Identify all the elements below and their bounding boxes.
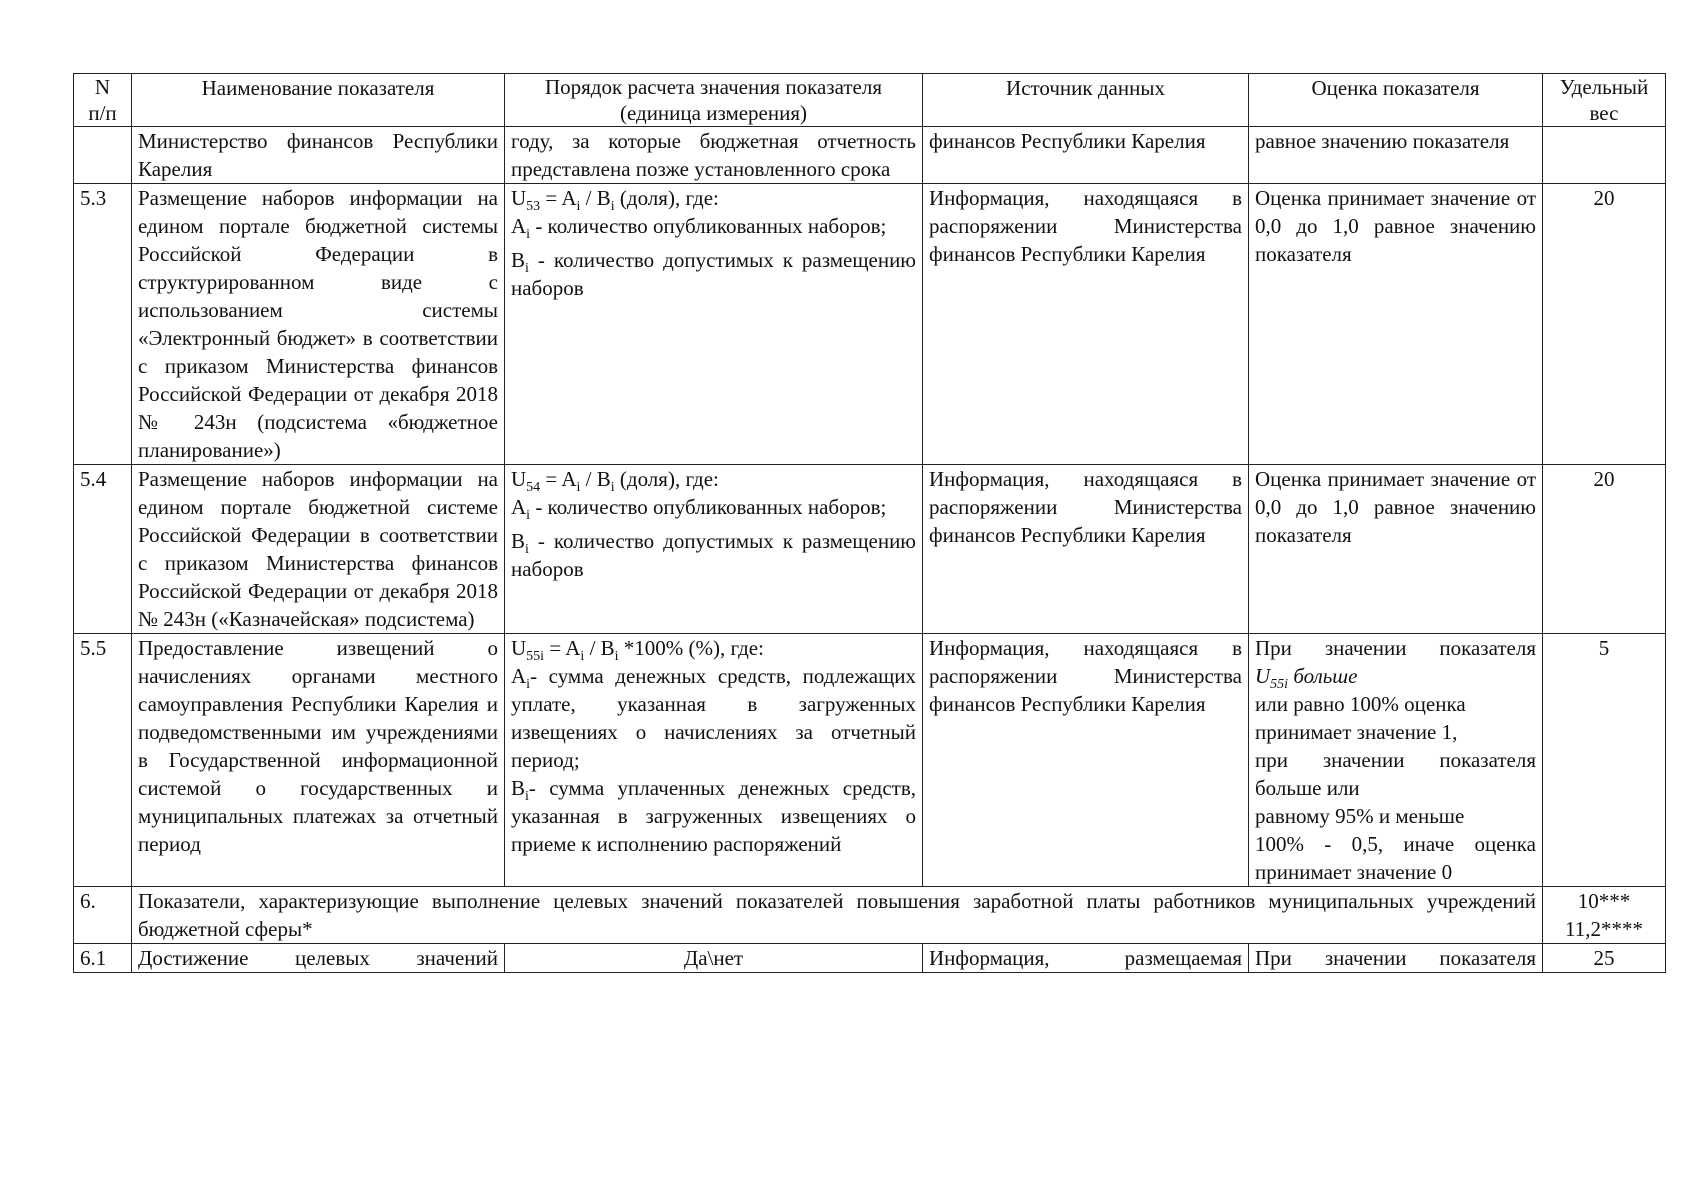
table-row bbox=[74, 944, 1666, 973]
calc-formula: $U_{55i} = A_i / B_i$ *100% (%), где: bbox=[511, 636, 764, 665]
cell-name: Достижение целевых значений bbox=[132, 944, 505, 973]
section-title: Показатели, характеризующие выполнение целевых значений показателей повышения заработной платы работников муниципальных учреждений бюджетной сферы* bbox=[132, 887, 1543, 944]
cell-evaluation: Оценка принимает значение от 0,0 до 1,0 равное значению показателя bbox=[1249, 184, 1543, 465]
evaluation-line: принимает значение 1, bbox=[1255, 720, 1458, 744]
evaluation-line: или равно 100% оценка bbox=[1255, 692, 1466, 716]
cell-weight: 5 bbox=[1543, 634, 1666, 887]
calc-a: $A_i$ - количество опубликованных наборов; bbox=[511, 495, 887, 524]
evaluation-line: при значении показателя bbox=[1255, 748, 1536, 772]
cell-calc bbox=[505, 184, 923, 465]
evaluation-line: больше или bbox=[1255, 776, 1360, 800]
header-calc: Порядок расчета значения показателя (единица измерения) bbox=[505, 74, 923, 127]
indicators-table bbox=[73, 73, 1666, 973]
calc-formula: $U_{53} = A_i / B_i$ (доля), где: bbox=[511, 186, 719, 215]
header-evaluation: Оценка показателя bbox=[1249, 74, 1543, 127]
cell-evaluation: Оценка принимает значение от 0,0 до 1,0 равное значению показателя bbox=[1249, 465, 1543, 634]
cell-calc bbox=[505, 465, 923, 634]
section-weight bbox=[1543, 887, 1666, 944]
header-num: N п/п bbox=[74, 74, 132, 127]
header-source: Источник данных bbox=[923, 74, 1249, 127]
cell-num: 5.3 bbox=[74, 184, 132, 465]
cell-name: Размещение наборов информации на едином портале бюджетной системе Российской Федерации в соответствии с приказом Министерства финансов Российской Федерации от декабря 2018 № 243н («Казначейская» подсистема) bbox=[132, 465, 505, 634]
cell-num: 5.4 bbox=[74, 465, 132, 634]
cell-weight: 20 bbox=[1543, 184, 1666, 465]
cell-num bbox=[74, 127, 132, 184]
cell-name: Предоставление извещений о начислениях органами местного самоуправления Республики Карелия и подведомственными им учреждениями в Государственной информационной системой о государственных и муниципальных платежах за отчетный период bbox=[132, 634, 505, 887]
cell-num: 6.1 bbox=[74, 944, 132, 973]
header-name: Наименование показателя bbox=[132, 74, 505, 127]
evaluation-line: 100% - 0,5, иначе оценка bbox=[1255, 832, 1536, 856]
table-row bbox=[74, 184, 1666, 465]
section-num: 6. bbox=[74, 887, 132, 944]
cell-source: Информация, находящаяся в распоряжении Министерства финансов Республики Карелия bbox=[923, 184, 1249, 465]
cell-weight: 20 bbox=[1543, 465, 1666, 634]
evaluation-line: принимает значение 0 bbox=[1255, 860, 1453, 884]
cell-num: 5.5 bbox=[74, 634, 132, 887]
section-row bbox=[74, 887, 1666, 944]
evaluation-line: При значении показателя bbox=[1255, 636, 1536, 660]
calc-a: $A_i-$ сумма денежных средств, подлежащих уплате, указанная в загруженных извещениях о начислениях за отчетный период; bbox=[511, 664, 916, 772]
cell-name: Размещение наборов информации на едином портале бюджетной системы Российской Федерации в структурированном виде с использованием системы «Электронный бюджет» в соответствии с приказом Министерства финансов Российской Федерации от декабря 2018 № 243н (подсистема «бюджетное планирование») bbox=[132, 184, 505, 465]
table-row bbox=[74, 634, 1666, 887]
evaluation-line: равному 95% и меньше bbox=[1255, 804, 1465, 828]
evaluation-line: $U_{55i}$ больше bbox=[1255, 664, 1358, 693]
header-weight: Удельный вес bbox=[1543, 74, 1666, 127]
cell-evaluation: При значении показателя bbox=[1249, 944, 1543, 973]
cell-name: Министерство финансов Республики Карелия bbox=[132, 127, 505, 184]
calc-b: $B_i-$ сумма уплаченных денежных средств, указанная в загруженных извещениях о приеме к исполнению распоряжений bbox=[511, 776, 916, 856]
calc-b: $B_i$ - количество допустимых к размещению наборов bbox=[511, 248, 916, 300]
calc-b: $B_i$ - количество допустимых к размещению наборов bbox=[511, 529, 916, 581]
cell-source: Информация, размещаемая bbox=[923, 944, 1249, 973]
cell-calc: Да\нет bbox=[505, 944, 923, 973]
section-weight-1: 10*** bbox=[1577, 889, 1631, 913]
cell-evaluation: равное значению показателя bbox=[1249, 127, 1543, 184]
cell-source: финансов Республики Карелия bbox=[923, 127, 1249, 184]
cell-calc bbox=[505, 634, 923, 887]
table-row bbox=[74, 465, 1666, 634]
calc-a: $A_i$ - количество опубликованных наборов; bbox=[511, 214, 887, 243]
cell-weight: 25 bbox=[1543, 944, 1666, 973]
cell-evaluation bbox=[1249, 634, 1543, 887]
table-row bbox=[74, 127, 1666, 184]
cell-calc: году, за которые бюджетная отчетность представлена позже установленного срока bbox=[505, 127, 923, 184]
table-header-row bbox=[74, 74, 1666, 127]
section-weight-2: 11,2**** bbox=[1565, 917, 1643, 941]
cell-weight bbox=[1543, 127, 1666, 184]
cell-source: Информация, находящаяся в распоряжении Министерства финансов Республики Карелия bbox=[923, 465, 1249, 634]
cell-source: Информация, находящаяся в распоряжении Министерства финансов Республики Карелия bbox=[923, 634, 1249, 887]
calc-formula: $U_{54} = A_i / B_i$ (доля), где: bbox=[511, 467, 719, 496]
